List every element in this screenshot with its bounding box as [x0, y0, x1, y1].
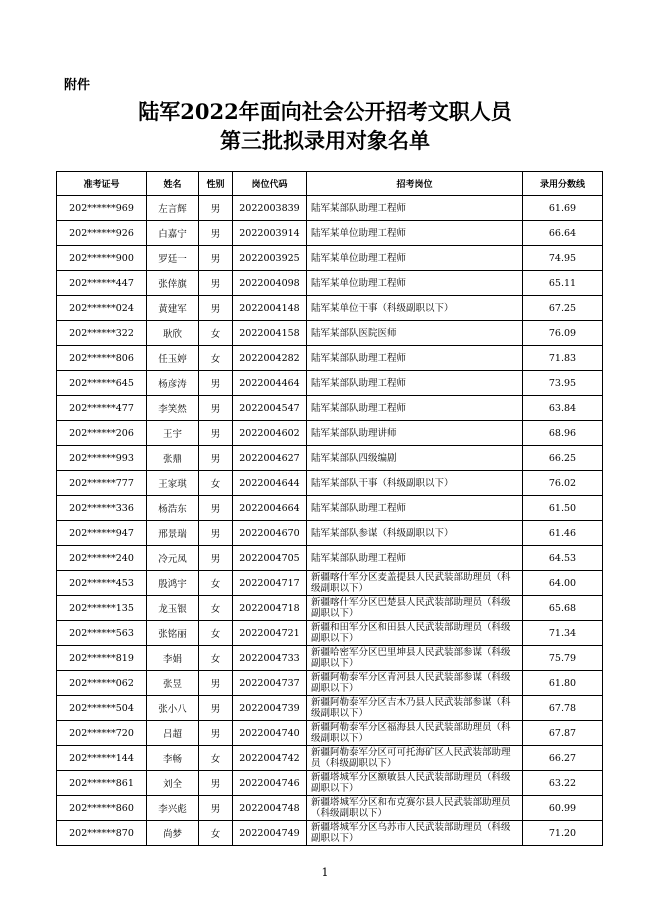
position-cell: 陆军某单位助理工程师 [307, 221, 523, 246]
position-cell: 新疆塔城军分区额敏县人民武装部助理员（科级副职以下） [307, 771, 523, 796]
position-code-cell: 2022004739 [233, 696, 307, 721]
score-cell: 65.11 [523, 271, 603, 296]
position-code-cell: 2022004464 [233, 371, 307, 396]
gender-cell: 女 [199, 621, 233, 646]
position-cell: 陆军某单位助理工程师 [307, 271, 523, 296]
document-title-line1: 陆军2022年面向社会公开招考文职人员 [138, 99, 512, 124]
name-cell: 黄建军 [147, 296, 199, 321]
name-cell: 张昱 [147, 671, 199, 696]
gender-cell: 男 [199, 221, 233, 246]
table-row [57, 446, 603, 471]
gender-cell: 男 [199, 771, 233, 796]
exam-id-cell: 202******806 [57, 346, 147, 371]
header-position-code: 岗位代码 [233, 172, 307, 196]
score-cell: 64.00 [523, 571, 603, 596]
exam-id-cell: 202******645 [57, 371, 147, 396]
gender-cell: 男 [199, 696, 233, 721]
header-position: 招考岗位 [307, 172, 523, 196]
gender-cell: 女 [199, 346, 233, 371]
name-cell: 左言辉 [147, 196, 199, 221]
page-number: 1 [321, 866, 329, 879]
score-cell: 67.78 [523, 696, 603, 721]
exam-id-cell: 202******135 [57, 596, 147, 621]
name-cell: 任玉婷 [147, 346, 199, 371]
exam-id-cell: 202******969 [57, 196, 147, 221]
position-code-cell: 2022003839 [233, 196, 307, 221]
table-row [57, 396, 603, 421]
name-cell: 李兴彪 [147, 796, 199, 821]
exam-id-cell: 202******870 [57, 821, 147, 846]
table-row [57, 621, 603, 646]
exam-id-cell: 202******453 [57, 571, 147, 596]
score-cell: 76.09 [523, 321, 603, 346]
score-cell: 64.53 [523, 546, 603, 571]
exam-id-cell: 202******861 [57, 771, 147, 796]
name-cell: 刘全 [147, 771, 199, 796]
exam-id-cell: 202******860 [57, 796, 147, 821]
exam-id-cell: 202******144 [57, 746, 147, 771]
exam-id-cell: 202******024 [57, 296, 147, 321]
table-body [57, 196, 603, 846]
gender-cell: 男 [199, 446, 233, 471]
position-code-cell: 2022004742 [233, 746, 307, 771]
position-cell: 新疆阿勒泰军分区吉木乃县人民武装部参谋（科级副职以下） [307, 696, 523, 721]
gender-cell: 男 [199, 296, 233, 321]
name-cell: 吕超 [147, 721, 199, 746]
score-cell: 61.69 [523, 196, 603, 221]
score-cell: 65.68 [523, 596, 603, 621]
table-row [57, 246, 603, 271]
exam-id-cell: 202******563 [57, 621, 147, 646]
table-row [57, 546, 603, 571]
position-cell: 陆军某部队助理工程师 [307, 546, 523, 571]
position-cell: 新疆阿勒泰军分区福海县人民武装部助理员（科级副职以下） [307, 721, 523, 746]
gender-cell: 男 [199, 396, 233, 421]
position-code-cell: 2022004547 [233, 396, 307, 421]
score-cell: 68.96 [523, 421, 603, 446]
name-cell: 王宇 [147, 421, 199, 446]
score-cell: 71.34 [523, 621, 603, 646]
position-code-cell: 2022004627 [233, 446, 307, 471]
exam-id-cell: 202******322 [57, 321, 147, 346]
gender-cell: 男 [199, 546, 233, 571]
position-code-cell: 2022004158 [233, 321, 307, 346]
document-title-line2: 第三批拟录用对象名单 [220, 128, 430, 153]
position-code-cell: 2022004740 [233, 721, 307, 746]
table-row [57, 471, 603, 496]
table-row [57, 596, 603, 621]
position-cell: 陆军某部队四级编剧 [307, 446, 523, 471]
score-cell: 63.84 [523, 396, 603, 421]
name-cell: 张鼎 [147, 446, 199, 471]
position-code-cell: 2022004282 [233, 346, 307, 371]
name-cell: 尚梦 [147, 821, 199, 846]
table-row [57, 496, 603, 521]
position-code-cell: 2022004748 [233, 796, 307, 821]
position-cell: 新疆喀什军分区巴楚县人民武装部助理员（科级副职以下） [307, 596, 523, 621]
name-cell: 耿欣 [147, 321, 199, 346]
position-cell: 陆军某部队医院医师 [307, 321, 523, 346]
header-score: 录用分数线 [523, 172, 603, 196]
table-row [57, 271, 603, 296]
exam-id-cell: 202******336 [57, 496, 147, 521]
table-row [57, 771, 603, 796]
position-cell: 新疆哈密军分区巴里坤县人民武装部参谋（科级副职以下） [307, 646, 523, 671]
exam-id-cell: 202******504 [57, 696, 147, 721]
position-code-cell: 2022004746 [233, 771, 307, 796]
position-code-cell: 2022003914 [233, 221, 307, 246]
score-cell: 73.95 [523, 371, 603, 396]
name-cell: 李畅 [147, 746, 199, 771]
score-cell: 67.25 [523, 296, 603, 321]
score-cell: 71.20 [523, 821, 603, 846]
exam-id-cell: 202******819 [57, 646, 147, 671]
position-cell: 陆军某部队干事（科级副职以下） [307, 471, 523, 496]
score-cell: 74.95 [523, 246, 603, 271]
position-code-cell: 2022004737 [233, 671, 307, 696]
exam-id-cell: 202******477 [57, 396, 147, 421]
score-cell: 66.25 [523, 446, 603, 471]
table-row [57, 671, 603, 696]
position-code-cell: 2022004148 [233, 296, 307, 321]
name-cell: 杨彦涛 [147, 371, 199, 396]
name-cell: 李娟 [147, 646, 199, 671]
score-cell: 75.79 [523, 646, 603, 671]
header-name: 姓名 [147, 172, 199, 196]
position-cell: 陆军某部队助理工程师 [307, 196, 523, 221]
name-cell: 罗廷一 [147, 246, 199, 271]
gender-cell: 女 [199, 471, 233, 496]
score-cell: 61.46 [523, 521, 603, 546]
position-code-cell: 2022004733 [233, 646, 307, 671]
name-cell: 冷元凤 [147, 546, 199, 571]
position-cell: 陆军某单位助理工程师 [307, 246, 523, 271]
score-cell: 63.22 [523, 771, 603, 796]
gender-cell: 男 [199, 796, 233, 821]
position-cell: 陆军某部队助理工程师 [307, 346, 523, 371]
table-row [57, 346, 603, 371]
gender-cell: 女 [199, 746, 233, 771]
exam-id-cell: 202******206 [57, 421, 147, 446]
position-cell: 陆军某部队参谋（科级副职以下） [307, 521, 523, 546]
exam-id-cell: 202******947 [57, 521, 147, 546]
attachment-label: 附件 [64, 78, 91, 93]
table-row [57, 371, 603, 396]
position-cell: 陆军某部队助理工程师 [307, 496, 523, 521]
gender-cell: 男 [199, 196, 233, 221]
position-code-cell: 2022004718 [233, 596, 307, 621]
name-cell: 白嘉宁 [147, 221, 199, 246]
name-cell: 杨浩东 [147, 496, 199, 521]
gender-cell: 女 [199, 596, 233, 621]
name-cell: 张小八 [147, 696, 199, 721]
position-code-cell: 2022004705 [233, 546, 307, 571]
gender-cell: 男 [199, 271, 233, 296]
table-row [57, 721, 603, 746]
exam-id-cell: 202******062 [57, 671, 147, 696]
gender-cell: 女 [199, 571, 233, 596]
position-code-cell: 2022004664 [233, 496, 307, 521]
name-cell: 张倖旗 [147, 271, 199, 296]
table-row [57, 521, 603, 546]
position-cell: 陆军某部队助理工程师 [307, 396, 523, 421]
table-row [57, 221, 603, 246]
exam-id-cell: 202******240 [57, 546, 147, 571]
exam-id-cell: 202******720 [57, 721, 147, 746]
gender-cell: 男 [199, 421, 233, 446]
gender-cell: 女 [199, 321, 233, 346]
position-code-cell: 2022004644 [233, 471, 307, 496]
name-cell: 邢景瑞 [147, 521, 199, 546]
gender-cell: 女 [199, 646, 233, 671]
gender-cell: 男 [199, 721, 233, 746]
name-cell: 王家琪 [147, 471, 199, 496]
position-code-cell: 2022004098 [233, 271, 307, 296]
score-cell: 66.27 [523, 746, 603, 771]
score-cell: 66.64 [523, 221, 603, 246]
table-row [57, 321, 603, 346]
position-code-cell: 2022004670 [233, 521, 307, 546]
exam-id-cell: 202******993 [57, 446, 147, 471]
score-cell: 61.80 [523, 671, 603, 696]
table-row [57, 821, 603, 846]
score-cell: 76.02 [523, 471, 603, 496]
gender-cell: 男 [199, 521, 233, 546]
position-cell: 新疆阿勒泰军分区可可托海矿区人民武装部助理员（科级副职以下） [307, 746, 523, 771]
table-row [57, 696, 603, 721]
gender-cell: 男 [199, 496, 233, 521]
table-header-row [57, 172, 603, 196]
name-cell: 龙玉银 [147, 596, 199, 621]
gender-cell: 女 [199, 821, 233, 846]
gender-cell: 男 [199, 671, 233, 696]
score-cell: 67.87 [523, 721, 603, 746]
position-cell: 陆军某部队助理工程师 [307, 371, 523, 396]
position-cell: 新疆和田军分区和田县人民武装部助理员（科级副职以下） [307, 621, 523, 646]
position-code-cell: 2022003925 [233, 246, 307, 271]
name-cell: 张铭丽 [147, 621, 199, 646]
gender-cell: 男 [199, 371, 233, 396]
position-cell: 陆军某单位干事（科级副职以下） [307, 296, 523, 321]
position-cell: 新疆塔城军分区乌苏市人民武装部助理员（科级副职以下） [307, 821, 523, 846]
table-row [57, 796, 603, 821]
position-cell: 陆军某部队助理讲师 [307, 421, 523, 446]
score-cell: 61.50 [523, 496, 603, 521]
position-cell: 新疆喀什军分区麦盖提县人民武装部助理员（科级副职以下） [307, 571, 523, 596]
position-cell: 新疆阿勒泰军分区青河县人民武装部参谋（科级副职以下） [307, 671, 523, 696]
exam-id-cell: 202******900 [57, 246, 147, 271]
table-row [57, 421, 603, 446]
header-gender: 性别 [199, 172, 233, 196]
position-code-cell: 2022004721 [233, 621, 307, 646]
table-row [57, 196, 603, 221]
score-cell: 71.83 [523, 346, 603, 371]
score-cell: 60.99 [523, 796, 603, 821]
name-cell: 殷鸿宇 [147, 571, 199, 596]
header-exam-id: 准考证号 [57, 172, 147, 196]
candidate-table [56, 171, 603, 846]
exam-id-cell: 202******777 [57, 471, 147, 496]
exam-id-cell: 202******447 [57, 271, 147, 296]
table-row [57, 746, 603, 771]
gender-cell: 男 [199, 246, 233, 271]
exam-id-cell: 202******926 [57, 221, 147, 246]
table-row [57, 571, 603, 596]
position-cell: 新疆塔城军分区和布克赛尔县人民武装部助理员（科级副职以下） [307, 796, 523, 821]
name-cell: 李笑然 [147, 396, 199, 421]
position-code-cell: 2022004602 [233, 421, 307, 446]
table-row [57, 296, 603, 321]
position-code-cell: 2022004717 [233, 571, 307, 596]
table-row [57, 646, 603, 671]
position-code-cell: 2022004749 [233, 821, 307, 846]
